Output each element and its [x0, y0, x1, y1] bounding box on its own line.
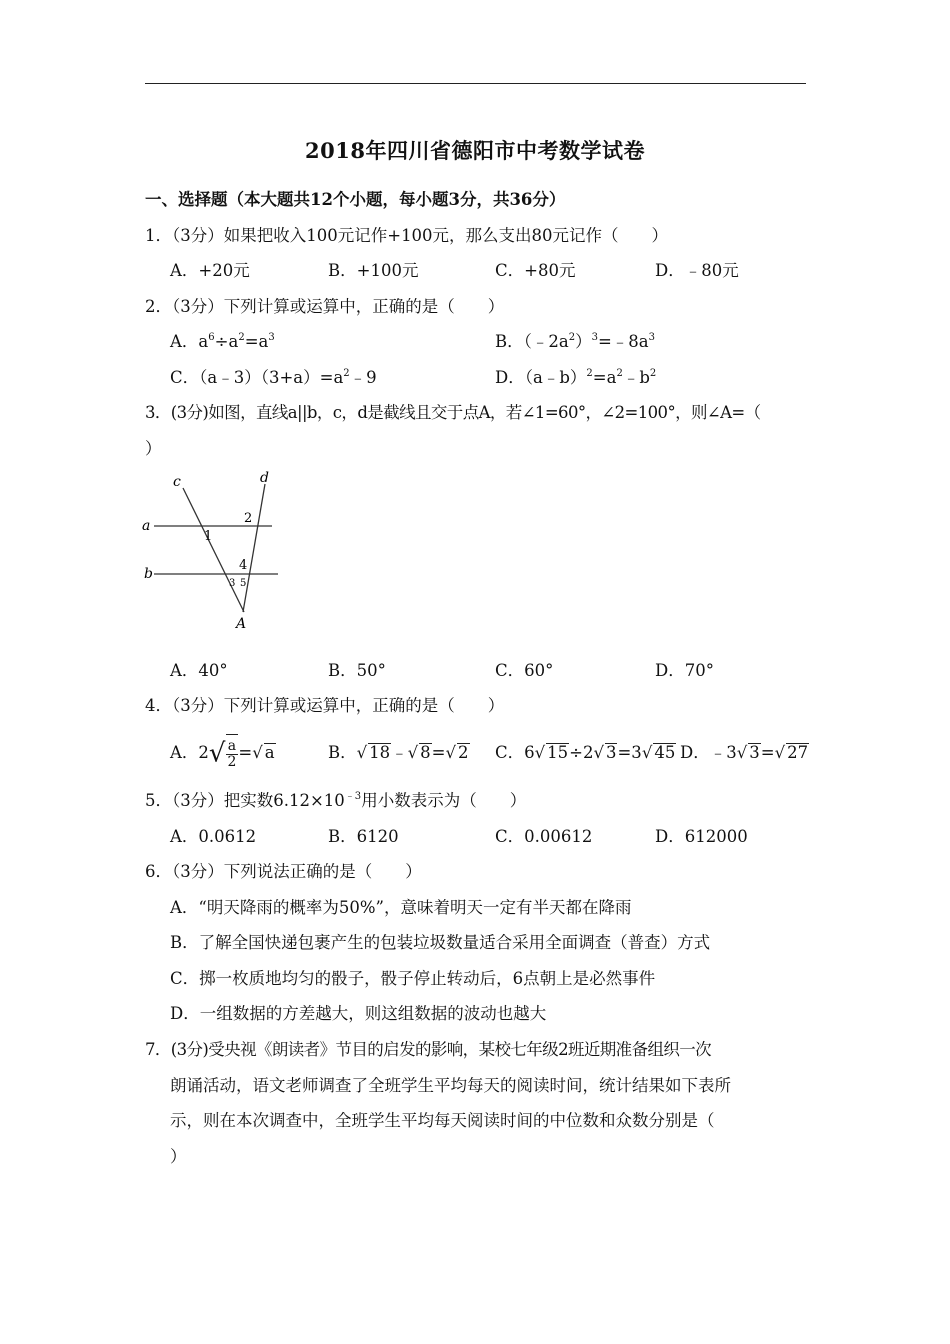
q3-option-c: C．60°	[495, 661, 554, 680]
q4-a-radicand	[226, 734, 239, 773]
q2-c-exp1: 2	[343, 368, 350, 379]
q2-b-text: B．（﹣2a	[495, 332, 569, 351]
q4-c-rad3: 45	[654, 743, 676, 762]
q2-d-exp3: 2	[649, 368, 657, 379]
q4-b-rad2: 8	[420, 743, 431, 762]
q4-option-b	[328, 742, 470, 764]
q4-d-label: D．﹣3	[680, 743, 737, 762]
q6-option-c: C．掷一枚质地均匀的骰子，骰子停止转动后，6点朝上是必然事件	[170, 969, 656, 988]
radical-sign: √	[252, 743, 263, 762]
radical-sign: √	[356, 743, 368, 762]
q1-option-d: D．﹣80元	[655, 261, 739, 280]
q2-a-exp1: 6	[208, 332, 215, 343]
q3-option-b: B．50°	[328, 661, 386, 680]
q1-option-b: B．+100元	[328, 261, 419, 280]
radical-sign: √	[641, 743, 653, 762]
q2-d-text2: =a	[592, 368, 617, 387]
question-6-stem: 6．（3分）下列说法正确的是（ ）	[145, 862, 422, 881]
fig-label-angle-2: 2	[244, 511, 253, 526]
q2-a-exp3: 3	[268, 332, 275, 343]
radical-sign: √	[407, 743, 419, 762]
q2-option-c	[170, 367, 377, 389]
q1-option-a: A．+20元	[170, 261, 250, 280]
q4-c-eq: =3	[617, 743, 642, 762]
fig-label-angle-1: 1	[204, 529, 213, 544]
q4-a-rad: a	[264, 743, 275, 762]
q2-option-b	[495, 331, 655, 353]
q2-d-exp2: 2	[616, 368, 623, 379]
q4-b-label: B．	[328, 743, 357, 762]
q6-option-b: B．了解全国快递包裹产生的包装垃圾数量适合采用全面调查（普查）方式	[170, 933, 711, 952]
question-5-stem	[145, 790, 526, 812]
q6-option-d: D．一组数据的方差越大，则这组数据的波动也越大	[170, 1004, 547, 1023]
q2-b-exp1: 2	[568, 332, 576, 343]
q2-d-text: D．（a﹣b）	[495, 368, 587, 387]
question-7-stem-line-1: 7．(3分)受央视《朗读者》节目的启发的影响，某校七年级2班近期准备组织一次	[145, 1040, 712, 1059]
radical-sign: √	[774, 743, 786, 762]
q2-c-text2: ﹣9	[349, 368, 377, 387]
fig-label-c: c	[173, 474, 181, 490]
question-7-stem-line-2: 朗诵活动，语文老师调查了全班学生平均每天的阅读时间，统计结果如下表所	[170, 1076, 731, 1095]
q1-option-c: C．+80元	[495, 261, 576, 280]
question-2-stem: 2．（3分）下列计算或运算中，正确的是（ ）	[145, 297, 505, 316]
fig-label-angle-3: 3	[229, 578, 236, 589]
q3-option-a: A．40°	[170, 661, 228, 680]
q5-option-d: D．612000	[655, 827, 748, 846]
q4-b-rad1: 18	[369, 743, 391, 762]
q4-b-eq: =	[431, 743, 446, 762]
q5-option-a: A．0.0612	[170, 827, 257, 846]
q2-b-text3: =﹣8a	[597, 332, 649, 351]
line-d	[243, 484, 265, 612]
fig-label-a: a	[142, 518, 151, 534]
question-4-stem: 4．（3分）下列计算或运算中，正确的是（ ）	[145, 696, 505, 715]
radical-sign: √	[593, 743, 604, 762]
q2-a-text3: =a	[244, 332, 269, 351]
radical-sign: √	[736, 743, 748, 762]
q4-c-op: ÷2	[569, 743, 594, 762]
question-3-stem: 3．(3分)如图，直线a||b，c，d是截线且交于点A，若∠1=60°，∠2=100°，则∠A=（	[145, 403, 761, 422]
line-c	[183, 488, 247, 612]
q2-b-text2: ）	[575, 332, 592, 351]
q2-d-exp1: 2	[586, 368, 593, 379]
q4-option-d	[680, 742, 809, 764]
q4-a-denominator: 2	[227, 754, 237, 770]
geometry-figure	[138, 466, 288, 631]
q2-a-exp2: 2	[238, 332, 245, 343]
q4-d-rad1: 3	[749, 743, 760, 762]
radical-sign: √	[208, 738, 226, 769]
q2-d-text3: ﹣b	[622, 368, 650, 387]
page-title: 2018年四川省德阳市中考数学试卷	[305, 138, 645, 163]
q5-stem-text2: 用小数表示为（ ）	[361, 791, 527, 810]
q4-d-rad2: 27	[787, 743, 809, 762]
q2-option-d	[495, 367, 656, 389]
q4-option-a	[170, 734, 276, 773]
question-3-stem-cont: ）	[145, 439, 162, 458]
q5-stem-exponent: ﹣3	[344, 791, 362, 802]
q4-b-rad3: 2	[458, 743, 469, 762]
q4-option-c	[495, 742, 676, 764]
q5-stem-text: 5．（3分）把实数6.12×10	[145, 791, 345, 810]
q2-c-text: C．（a﹣3）（3+a）=a	[170, 368, 344, 387]
fig-label-angle-5: 5	[240, 578, 247, 589]
q4-d-eq: =	[760, 743, 775, 762]
q4-c-rad1: 15	[547, 743, 569, 762]
q2-a-text: A．a	[170, 332, 209, 351]
q2-a-text2: ÷a	[214, 332, 239, 351]
q2-b-exp3: 3	[648, 332, 656, 343]
question-7-stem-line-4: ）	[170, 1147, 187, 1166]
q4-a-eq: =	[238, 743, 253, 762]
q2-option-a	[170, 331, 275, 353]
section-heading: 一、选择题（本大题共12个小题，每小题3分，共36分）	[145, 190, 566, 209]
q2-b-exp2: 3	[591, 332, 598, 343]
fig-label-b: b	[144, 566, 153, 582]
fig-label-angle-4: 4	[239, 558, 248, 573]
fig-label-d: d	[260, 470, 269, 486]
question-7-stem-line-3: 示，则在本次调查中，全班学生平均每天阅读时间的中位数和众数分别是（	[170, 1111, 715, 1130]
radical-sign: √	[534, 743, 546, 762]
radical-sign: √	[445, 743, 457, 762]
q4-c-rad2: 3	[605, 743, 617, 762]
q4-a-numerator: a	[226, 739, 239, 755]
q4-a-coef: A．2	[170, 743, 209, 762]
question-1-stem: 1．（3分）如果把收入100元记作+100元，那么支出80元记作（ ）	[145, 226, 669, 245]
q5-option-b: B．6120	[328, 827, 399, 846]
fig-label-point-A: A	[236, 616, 247, 631]
q4-c-label: C．6	[495, 743, 535, 762]
q6-option-a: A．“明天降雨的概率为50%”，意味着明天一定有半天都在降雨	[170, 898, 632, 917]
header-rule	[145, 83, 806, 84]
q4-b-op: ﹣	[391, 743, 408, 762]
q5-option-c: C．0.00612	[495, 827, 593, 846]
q3-option-d: D．70°	[655, 661, 714, 680]
